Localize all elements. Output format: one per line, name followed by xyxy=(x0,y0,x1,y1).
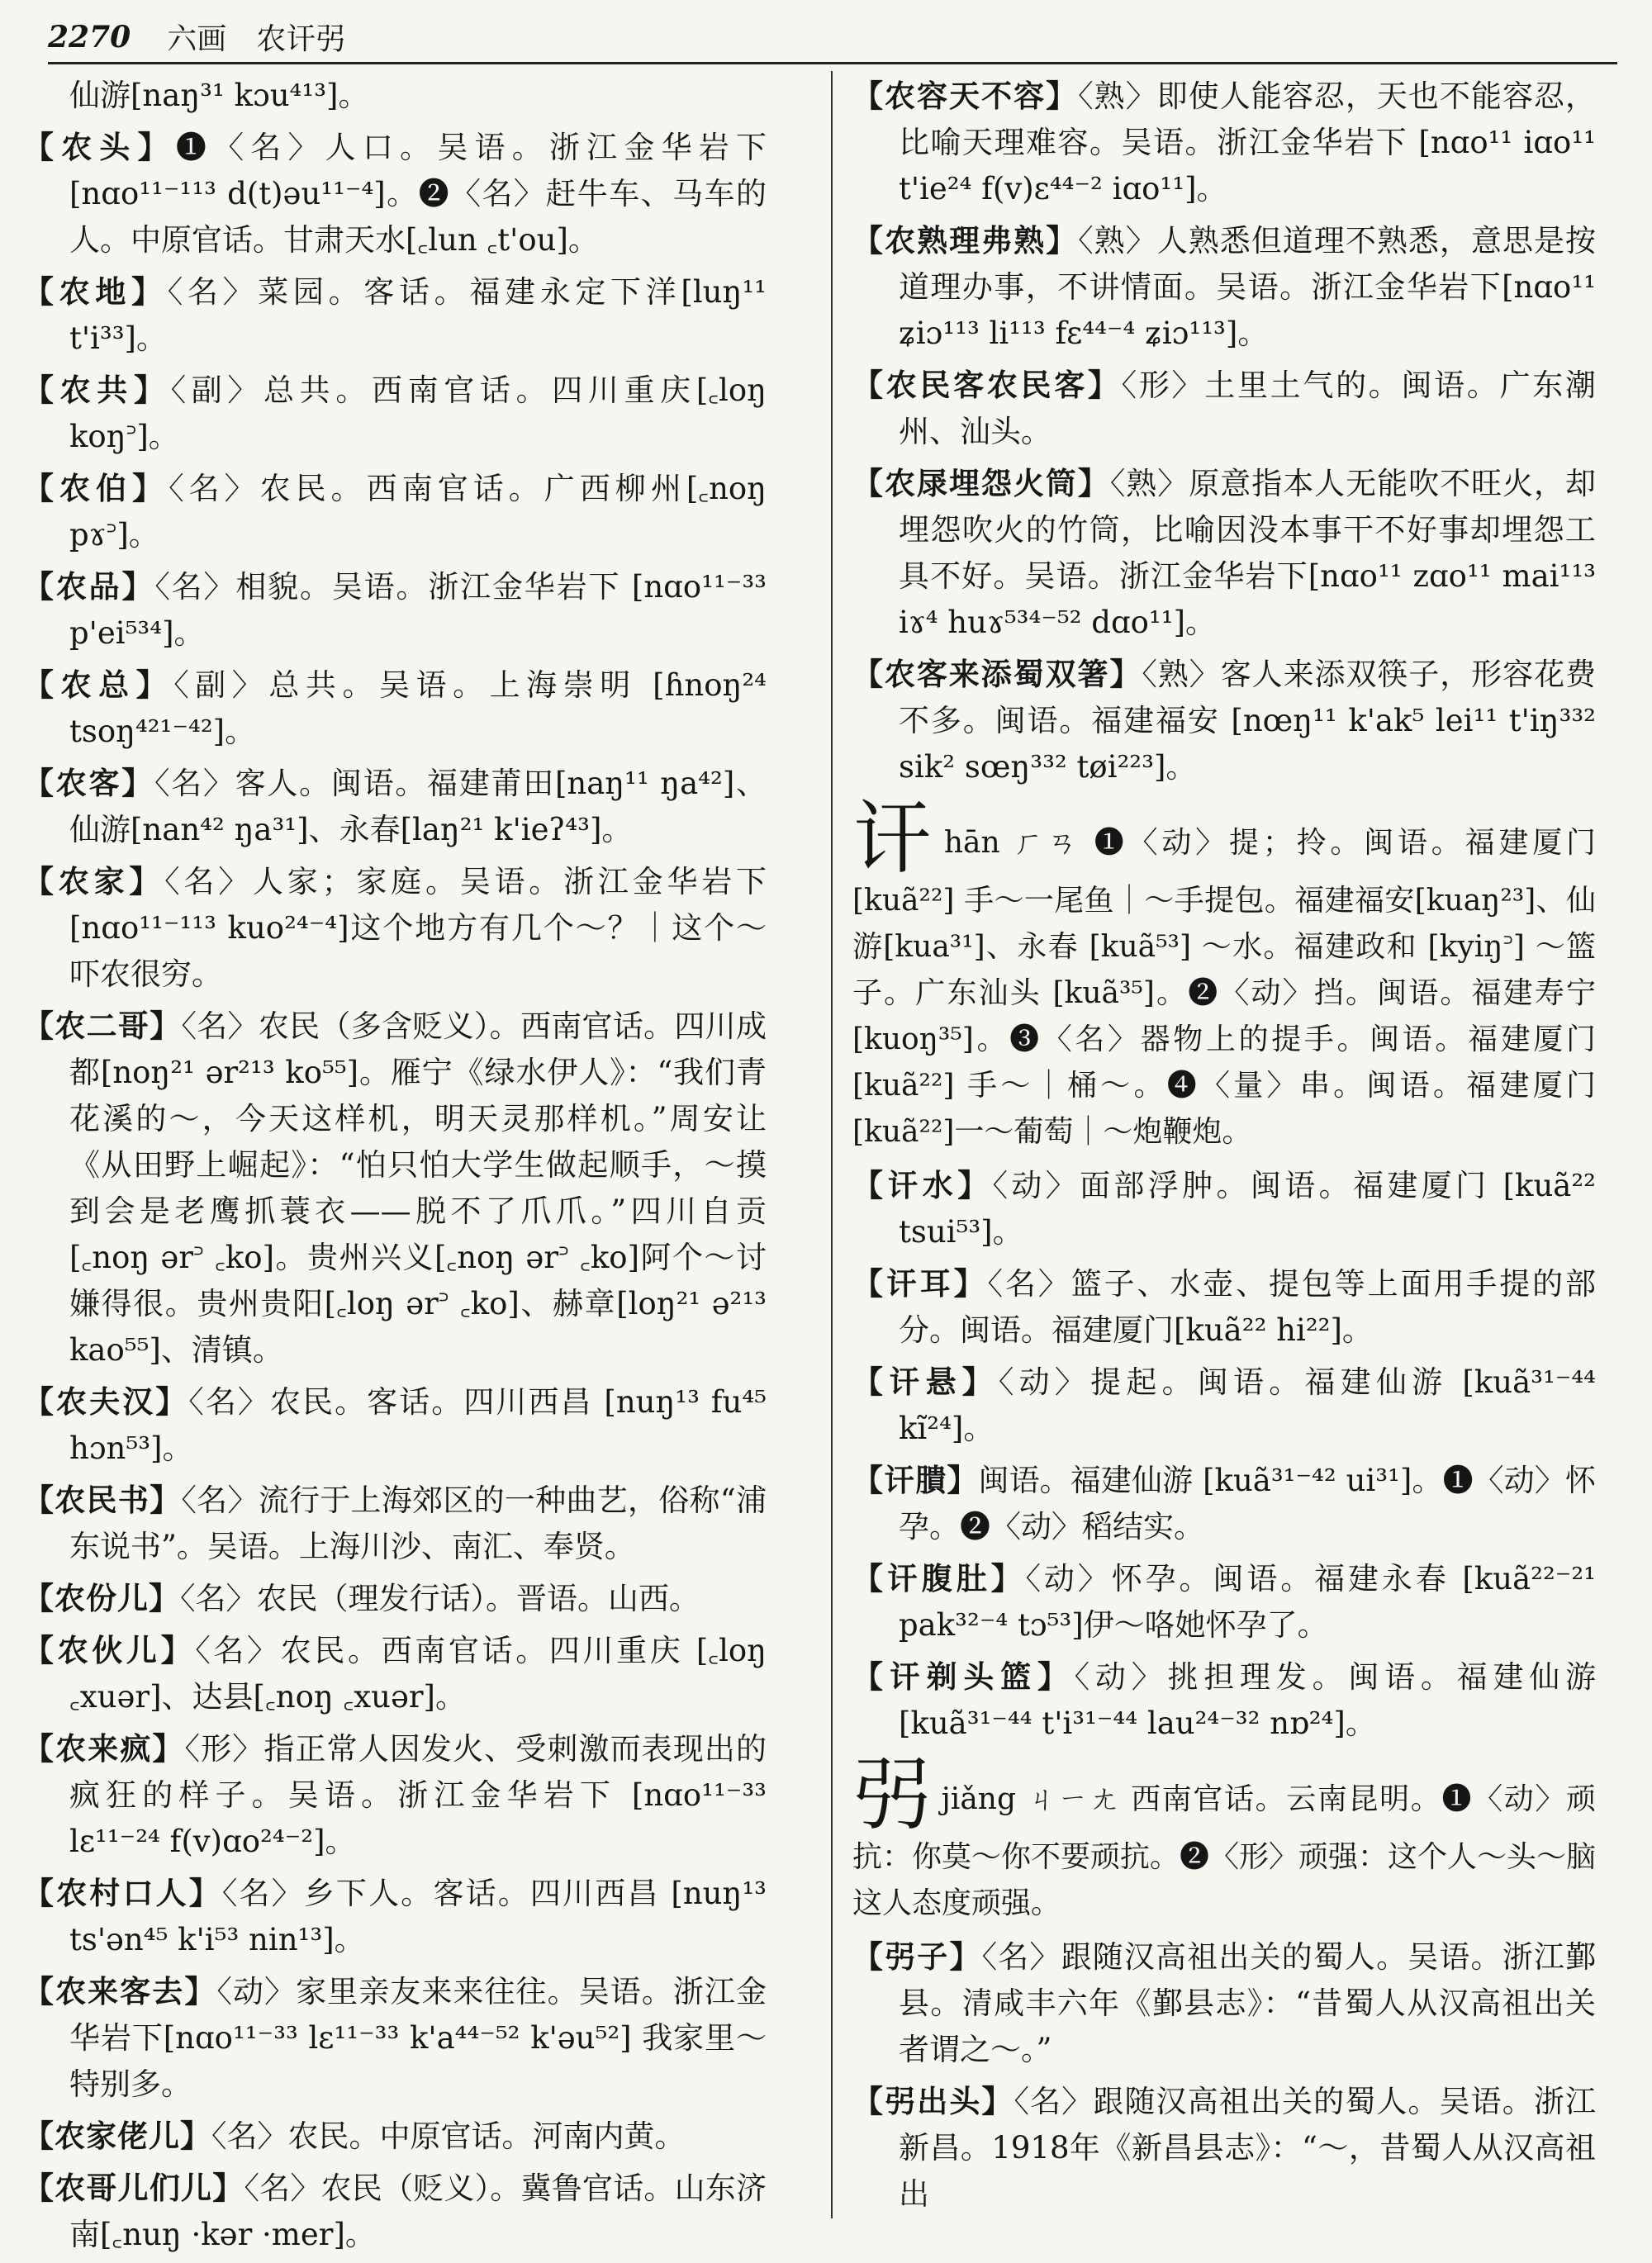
entry-headword: 【弜出头】 xyxy=(852,2083,1014,2119)
entry-headword: 【农伙儿】 xyxy=(23,1632,196,1668)
dictionary-entry xyxy=(852,1162,1596,1255)
entry-text: 〈名〉客人。闽语。福建莆田[naŋ¹¹ ŋa⁴²]、仙游[nan⁴² ŋa³¹]、永春[laŋ²¹ k'ieʔ⁴³]。 xyxy=(69,766,767,847)
entry-headword: 【讦腹肚】 xyxy=(852,1560,1026,1596)
entry-headword: 【农二哥】 xyxy=(23,1008,182,1044)
entry-text: 〈副〉总共。吴语。上海崇明 [ɦnoŋ²⁴ tsoŋ⁴²¹⁻⁴²]。 xyxy=(69,667,767,749)
column-divider xyxy=(831,71,833,2218)
entry-text: 〈名〉农民（理发行话）。晋语。山西。 xyxy=(180,1581,700,1616)
entry-text: 〈名〉跟随汉高祖出关的蜀人。吴语。浙江鄞县。清咸丰六年《鄞县志》：“昔蜀人从汉高祖出关者谓之～。” xyxy=(899,1939,1596,2067)
dictionary-entry xyxy=(852,217,1596,357)
entry-headword: 【农㞗埋怨火筒】 xyxy=(852,465,1110,501)
entry-text: 〈熟〉即使人能容忍，天也不能容忍，比喻天理难容。吴语。浙江金华岩下 [nɑo¹¹ iɑo¹¹ t'ie²⁴ f(v)ɛ⁴⁴⁻² iɑo¹¹]。 xyxy=(899,78,1597,206)
character-headword: 讦 xyxy=(852,792,936,885)
entry-headword: 【农熟理弗熟】 xyxy=(852,222,1079,259)
dictionary-entry xyxy=(852,460,1596,646)
character-headword: 弜 xyxy=(852,1748,933,1841)
entry-text: 〈名〉农民。西南官话。广西柳州[꜀noŋ pɤ꜄]。 xyxy=(69,471,767,553)
dictionary-entry xyxy=(852,362,1596,455)
entry-headword: 【农品】 xyxy=(23,568,155,605)
entry-headword: 【农地】 xyxy=(23,273,168,310)
entry-headword: 【农来疯】 xyxy=(23,1730,185,1767)
entry-text: 〈名〉农民。中原官话。河南内黄。 xyxy=(211,2118,686,2154)
entry-text: 〈动〉挑担理发。闽语。福建仙游 [kuã³¹⁻⁴⁴ t'i³¹⁻⁴⁴ lau²⁴⁻³² nɒ²⁴]。 xyxy=(899,1659,1597,1741)
entry-text: 〈副〉总共。西南官话。四川重庆[꜀loŋ koŋ꜄]。 xyxy=(69,372,767,454)
entry-headword: 【农客】 xyxy=(23,765,154,801)
dictionary-entry xyxy=(852,1933,1596,2073)
entry-text: 〈名〉流行于上海郊区的一种曲艺，俗称“浦东说书”。吴语。上海川沙、南汇、奉贤。 xyxy=(69,1483,767,1564)
dictionary-entry xyxy=(23,2113,767,2160)
dictionary-entry xyxy=(23,858,767,998)
entry-text: 〈名〉跟随汉高祖出关的蜀人。吴语。浙江新昌。1918年《新昌县志》：“～，昔蜀人从汉高祖出 xyxy=(899,2084,1597,2212)
entry-text: 闽语。福建仙游 [kuã³¹⁻⁴² ui³¹]。❶〈动〉怀孕。❷〈动〉稻结实。 xyxy=(899,1463,1597,1544)
entry-text: 〈名〉农民。西南官话。四川重庆 [꜀loŋ ꜀xuər]、达县[꜀noŋ ꜀xuər]。 xyxy=(69,1633,767,1715)
dictionary-entry xyxy=(23,1870,767,1963)
page-header xyxy=(48,12,1617,64)
dictionary-entry xyxy=(23,268,767,362)
entry-text: 〈名〉农民。客话。四川西昌 [nuŋ¹³ fu⁴⁵ hɔn⁵³]。 xyxy=(69,1384,767,1466)
entry-text: ❶〈名〉人口。吴语。浙江金华岩下 [nɑo¹¹⁻¹¹³ d(t)əu¹¹⁻⁴]。❷〈名〉赶牛车、马车的人。中原官话。甘肃天水[꜀lun ꜀t'ou]。 xyxy=(69,130,767,258)
dictionary-entry xyxy=(23,1378,767,1472)
dictionary-entry xyxy=(23,465,767,558)
entry-headword: 【农共】 xyxy=(23,372,171,408)
dictionary-entry xyxy=(23,367,767,460)
entry-text: 〈名〉人家；家庭。吴语。浙江金华岩下 [nɑo¹¹⁻¹¹³ kuo²⁴⁻⁴]这个地方有几个～？｜这个～吓农很穷。 xyxy=(69,864,767,992)
entry-text: jiǎng ㄐㄧㄤ 西南官话。云南昆明。❶〈动〉顽抗：你莫～你不要顽抗。❷〈形〉顽强：这个人～头～脑这人态度顽强。 xyxy=(852,1782,1597,1920)
character-entry xyxy=(852,792,1596,1155)
dictionary-entry xyxy=(23,662,767,755)
dictionary-entry xyxy=(852,1653,1596,1747)
entry-headword: 【农份儿】 xyxy=(23,1580,180,1616)
entry-text: 〈名〉农民（多含贬义）。西南官话。四川成都[noŋ²¹ ər²¹³ ko⁵⁵]。雁宁《绿水伊人》：“我们青花溪的～，今天这样机，明天灵那样机。”周安让《从田野上崛起》：“怕只怕大学生做起顺手，～摸到会是老鹰抓蓑衣——脱不了爪爪。”四川自贡 [꜀noŋ ər꜄ ꜀ko]。贵州兴义[꜀noŋ ər꜄ ꜀ko]阿个～讨嫌得很。贵州贵阳[꜀loŋ ər꜄ ꜀ko]、赫章[loŋ²¹ ə²¹³ kao⁵⁵]、清镇。 xyxy=(69,1008,767,1368)
dictionary-entry xyxy=(23,760,767,853)
entry-headword: 【农夫汉】 xyxy=(23,1383,189,1420)
entry-headword: 【讦膭】 xyxy=(852,1462,979,1498)
entry-text: hān ㄏㄢ ❶〈动〉提；拎。闽语。福建厦门 [kuã²²] 手～一尾鱼｜～手提包。福建福安[kuaŋ²³]、仙游[kua³¹]、永春 [kuã⁵³] ～水。福建政和 [kyiŋ꜄] ～篮子。广东汕头 [kuã³⁵]。❷〈动〉挡。闽语。福建寿宁[kuoŋ³⁵]。❸〈名〉器物上的提手。闽语。福建厦门[kuã²²] 手～｜桶～。❹〈量〉串。闽语。福建厦门[kuã²²]一～葡萄｜～炮鞭炮。 xyxy=(852,826,1596,1149)
dictionary-entry xyxy=(23,73,767,119)
entry-headword: 【农民书】 xyxy=(23,1482,182,1518)
entry-headword: 【农村口人】 xyxy=(23,1875,222,1911)
entry-text: 〈熟〉客人来添双筷子，形容花费不多。闽语。福建福安 [nœŋ¹¹ k'ak⁵ lei¹¹ t'iŋ³³² sik² sœŋ³³² tøi²²³]。 xyxy=(899,657,1597,785)
dictionary-entry xyxy=(852,1555,1596,1649)
entry-headword: 【农总】 xyxy=(23,667,174,703)
entry-text: 〈动〉面部浮肿。闽语。福建厦门 [kuã²² tsui⁵³]。 xyxy=(899,1168,1597,1250)
right-column xyxy=(852,73,1596,2223)
entry-headword: 【弜子】 xyxy=(852,1938,982,1975)
dictionary-entry xyxy=(852,1359,1596,1452)
entry-text: 〈形〉土里土气的。闽语。广东潮州、汕头。 xyxy=(899,368,1597,449)
entry-text: 〈动〉家里亲友来来往往。吴语。浙江金华岩下[nɑo¹¹⁻³³ lɛ¹¹⁻³³ k'a⁴⁴⁻⁵² k'əu⁵²] 我家里～特别多。 xyxy=(69,1974,767,2102)
dictionary-entry xyxy=(23,2165,767,2258)
dictionary-entry xyxy=(23,1968,767,2108)
entry-text: 〈熟〉人熟悉但道理不熟悉，意思是按道理办事，不讲情面。吴语。浙江金华岩下[nɑo¹¹ ʑiɔ¹¹³ li¹¹³ fɛ⁴⁴⁻⁴ ʑiɔ¹¹³]。 xyxy=(899,223,1597,351)
dictionary-entry xyxy=(852,651,1596,790)
dictionary-entry xyxy=(852,1260,1596,1354)
dictionary-entry xyxy=(23,124,767,263)
entry-headword: 【农哥儿们儿】 xyxy=(23,2170,244,2206)
entry-headword: 【讦水】 xyxy=(852,1167,993,1203)
dictionary-entry xyxy=(23,563,767,657)
dictionary-entry xyxy=(852,73,1596,212)
entry-text: 〈名〉菜园。客话。福建永定下洋[luŋ¹¹ t'i³³]。 xyxy=(69,274,767,356)
left-column xyxy=(23,73,767,2263)
entry-headword: 【农民客农民客】 xyxy=(852,367,1122,403)
dictionary-entry xyxy=(852,1457,1596,1550)
entry-headword: 【农家】 xyxy=(23,863,165,899)
entry-headword: 【讦剃头篮】 xyxy=(852,1658,1075,1695)
page-number: 2270 xyxy=(48,19,131,55)
dictionary-entry xyxy=(23,1477,767,1570)
dictionary-entry xyxy=(23,1003,767,1373)
entry-text: 〈形〉指正常人因发火、受刺激而表现出的疯狂的样子。吴语。浙江金华岩下 [nɑo¹¹⁻³³ lɛ¹¹⁻²⁴ f(v)ɑo²⁴⁻²]。 xyxy=(69,1731,767,1859)
entry-text: 仙游[naŋ³¹ kɔu⁴¹³]。 xyxy=(69,78,369,113)
entry-headword: 【农伯】 xyxy=(23,470,169,506)
entry-headword: 【讦耳】 xyxy=(852,1265,988,1302)
entry-headword: 【农容天不容】 xyxy=(852,78,1079,114)
entry-text: 〈动〉怀孕。闽语。福建永春 [kuã²²⁻²¹ pak³²⁻⁴ tɔ⁵³]伊～咯她怀孕了。 xyxy=(899,1561,1596,1643)
entry-text: 〈名〉篮子、水壶、提包等上面用手提的部分。闽语。福建厦门[kuã²² hi²²]。 xyxy=(899,1266,1597,1348)
dictionary-entry xyxy=(852,2078,1596,2218)
entry-headword: 【农来客去】 xyxy=(23,1973,217,2009)
entry-text: 〈名〉乡下人。客话。四川西昌 [nuŋ¹³ ts'ən⁴⁵ k'i⁵³ nin¹³]。 xyxy=(69,1876,767,1957)
entry-headword: 【农家佬儿】 xyxy=(23,2118,211,2154)
section-title: 六画 农讦弜 xyxy=(167,22,346,56)
dictionary-entry xyxy=(23,1725,767,1865)
entry-text: 〈名〉相貌。吴语。浙江金华岩下 [nɑo¹¹⁻³³ p'ei⁵³⁴]。 xyxy=(69,569,767,651)
entry-text: 〈熟〉原意指本人无能吹不旺火，却埋怨吹火的竹筒，比喻因没本事干不好事却埋怨工具不好。吴语。浙江金华岩下[nɑo¹¹ zɑo¹¹ mai¹¹³ iɤ⁴ huɤ⁵³⁴⁻⁵² dɑo¹¹]。 xyxy=(899,466,1597,640)
dictionary-entry xyxy=(23,1627,767,1720)
entry-headword: 【讦悬】 xyxy=(852,1364,999,1400)
dictionary-entry xyxy=(23,1575,767,1622)
entry-text: 〈名〉农民（贬义）。冀鲁官话。山东济南[꜀nuŋ ·kər ·mer]。 xyxy=(69,2170,767,2252)
entry-headword: 【农客来添蜀双箸】 xyxy=(852,656,1142,692)
entry-headword: 【农头】 xyxy=(23,129,176,165)
character-entry xyxy=(852,1748,1597,1927)
entry-text: 〈动〉提起。闽语。福建仙游 [kuã³¹⁻⁴⁴ kĩ²⁴]。 xyxy=(899,1364,1596,1446)
